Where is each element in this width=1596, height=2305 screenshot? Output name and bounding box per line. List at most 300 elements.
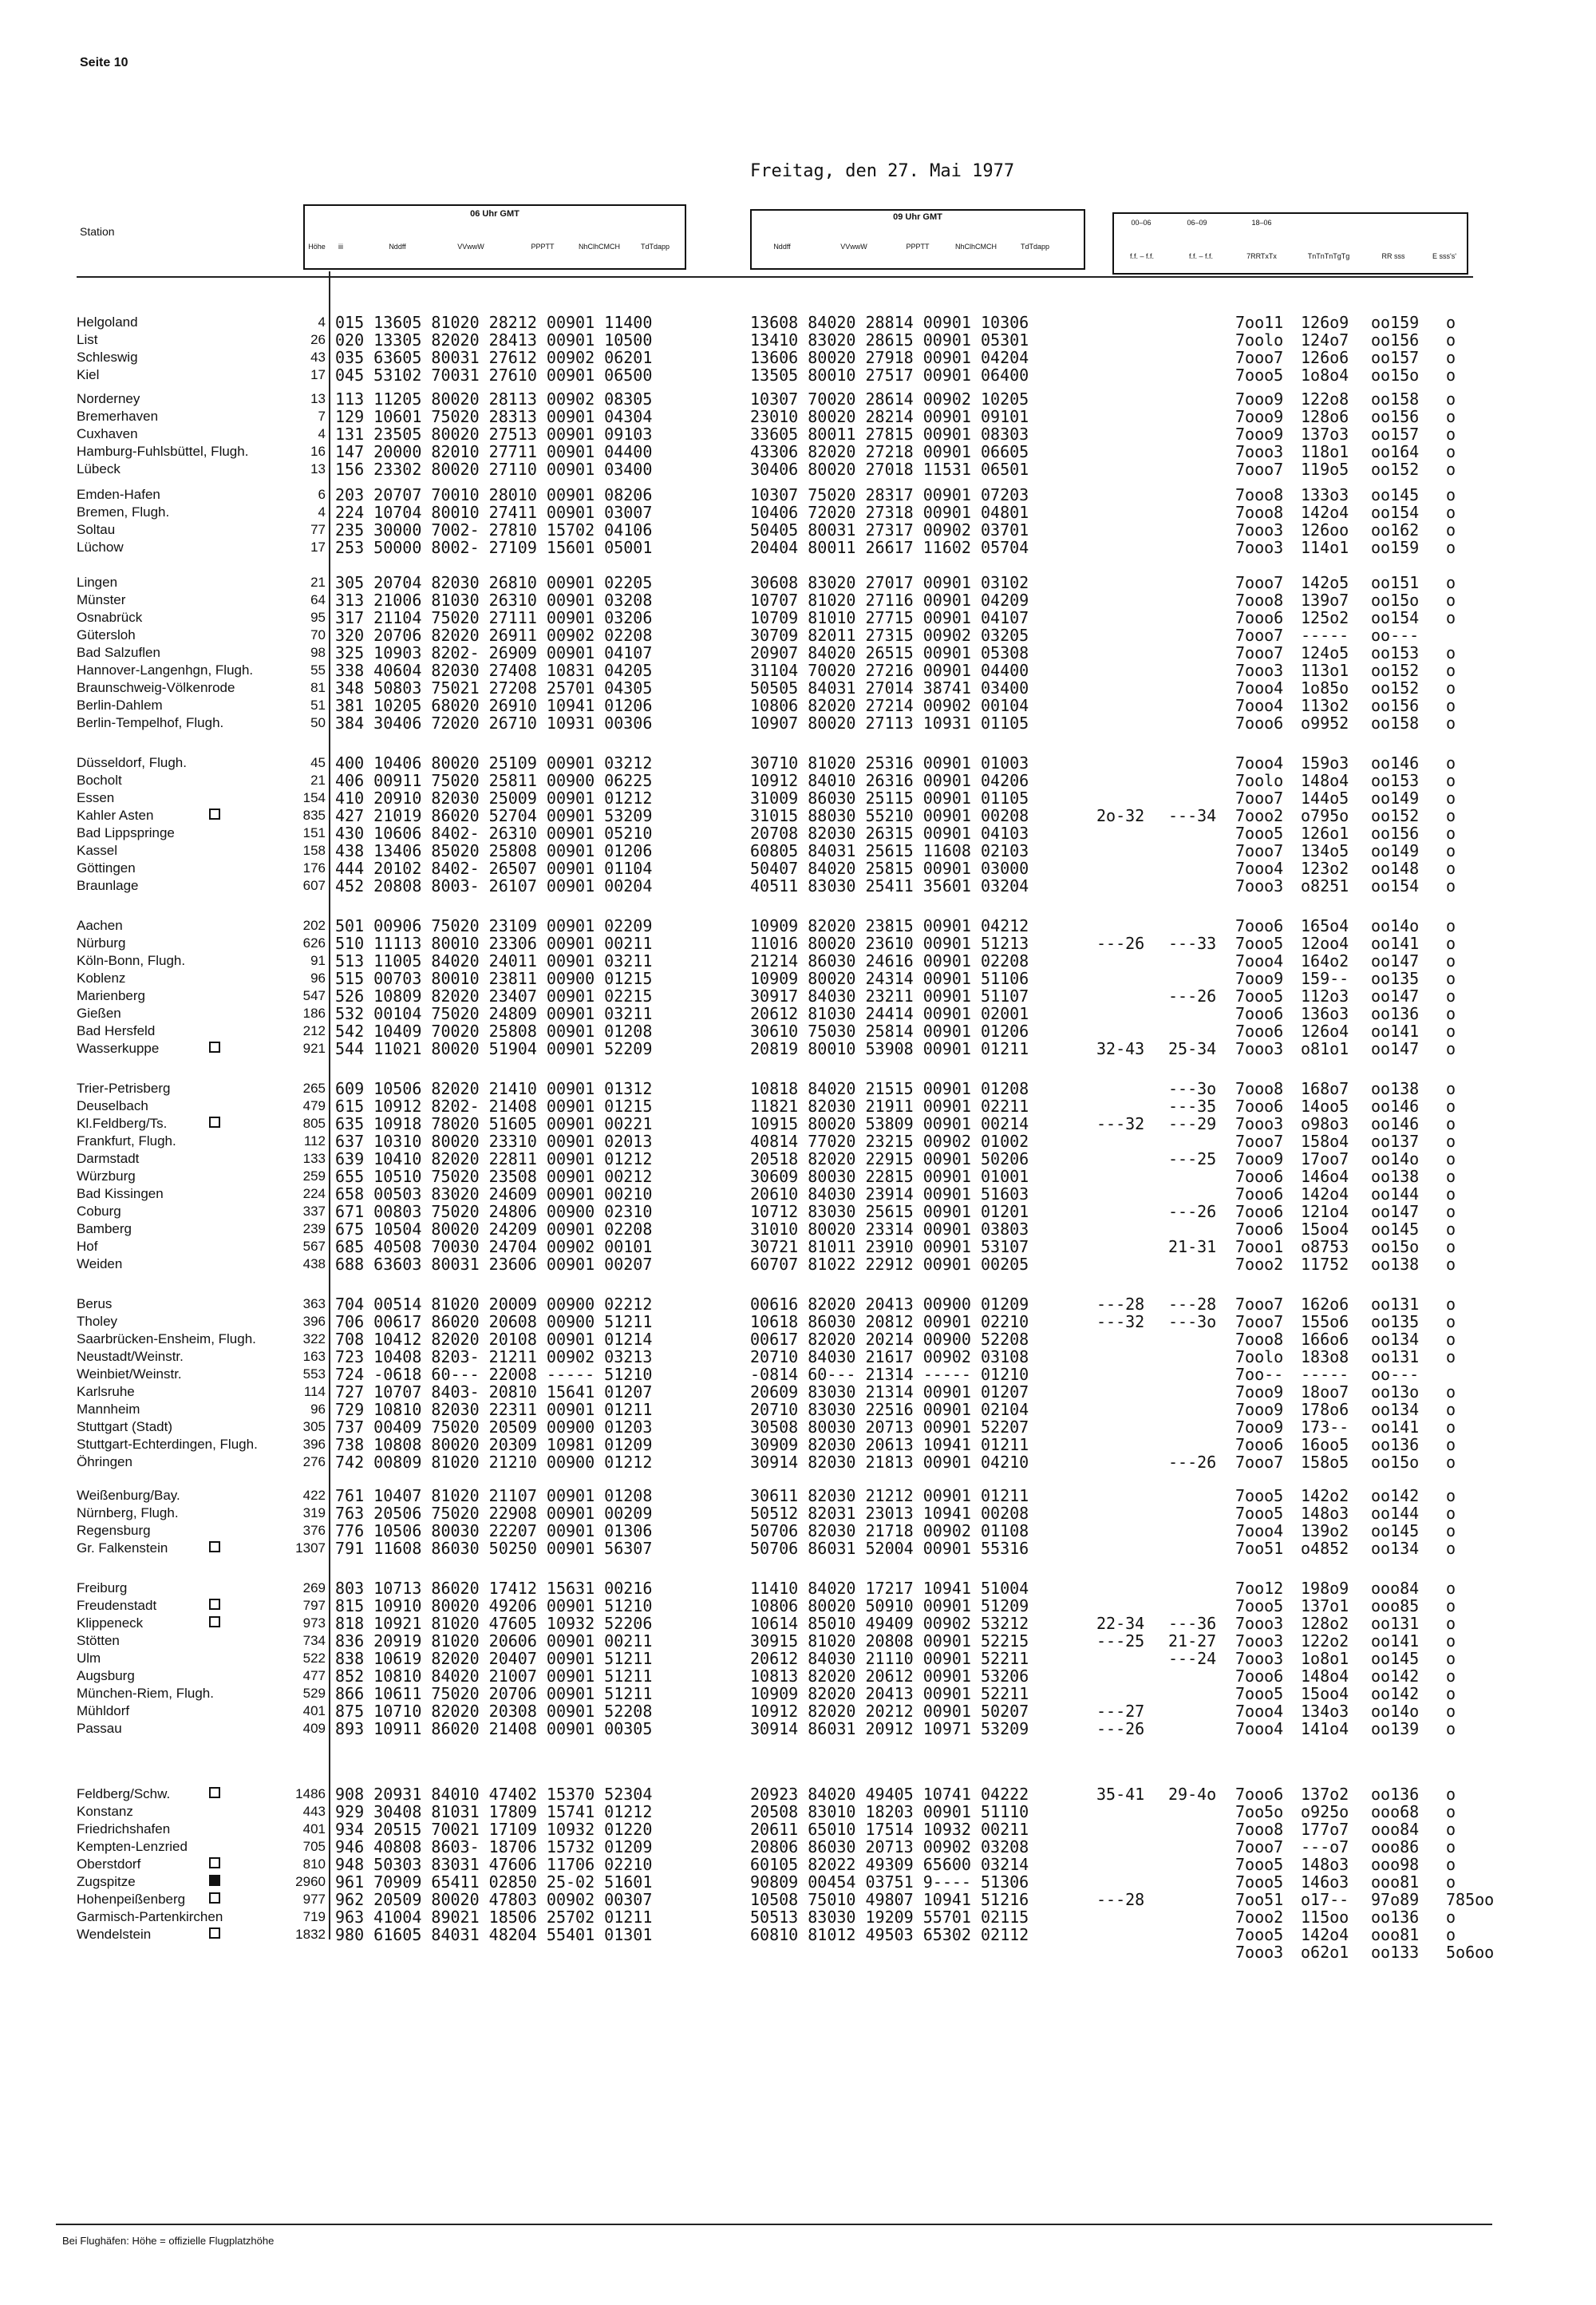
station-height: 13 [310, 391, 326, 406]
group-rrsss: oo149 [1371, 789, 1420, 808]
group-rrsss: oo158 [1371, 389, 1420, 409]
group-rrtxtx: 7ooo6 [1235, 1184, 1284, 1204]
table-row [0, 1347, 1596, 1365]
group-tntn: o795o [1301, 806, 1349, 825]
date-line: Freitag, den 27. Mai 1977 [750, 161, 1015, 181]
station-height: 479 [302, 1098, 326, 1113]
group-rrsss: oo14o [1371, 916, 1420, 935]
group-rrsss: oo136 [1371, 1435, 1420, 1454]
group-rrsss: oo15o [1371, 1237, 1420, 1256]
table-row [0, 806, 1596, 824]
obs-06-utc: 708 10412 82020 20108 00901 01214 [335, 1330, 653, 1349]
group-tntn: 137o1 [1301, 1596, 1349, 1615]
obs-06-utc: 961 70909 65411 02850 25-02 51601 [335, 1872, 653, 1892]
gust-00-06: 32-43 [1096, 1039, 1145, 1058]
station-height: 4 [318, 504, 326, 520]
table-row [0, 460, 1596, 477]
group-rrsss: oo153 [1371, 771, 1420, 790]
group-rrtxtx: 7ooo2 [1235, 806, 1284, 825]
station-height: 91 [310, 953, 326, 968]
table-row [0, 1579, 1596, 1596]
group-tntn: 124o7 [1301, 330, 1349, 350]
table-row [0, 1365, 1596, 1382]
obs-06-utc: 963 41004 89021 18506 25702 01211 [335, 1908, 653, 1927]
table-row [0, 1872, 1596, 1890]
table-row [0, 876, 1596, 894]
obs-09-utc: 20710 84030 21617 00902 03108 [750, 1347, 1029, 1366]
group-rrtxtx: 7ooo6 [1235, 916, 1284, 935]
group-rrsss: oo15o [1371, 366, 1420, 385]
obs-06-utc: 893 10911 86020 21408 00901 00305 [335, 1719, 653, 1738]
table-row [0, 661, 1596, 678]
obs-09-utc: 60105 82022 49309 65600 03214 [750, 1855, 1029, 1874]
group-rrtxtx: 7ooo4 [1235, 951, 1284, 971]
obs-09-utc: 31009 86030 25115 00901 01105 [750, 789, 1029, 808]
group-rrsss: ooo84 [1371, 1579, 1420, 1598]
obs-09-utc: 10709 81010 27715 00901 04107 [750, 608, 1029, 627]
col-clouds-09: NhClhCMCH [954, 243, 997, 251]
obs-09-utc: 20907 84020 26515 00901 05308 [750, 643, 1029, 662]
group-rrtxtx: 7ooo4 [1235, 753, 1284, 773]
table-row [0, 407, 1596, 425]
station-name: Hannover-Langenhgn, Flugh. [77, 662, 254, 678]
group-rrtxtx: 7ooo8 [1235, 503, 1284, 522]
group-esss: o [1446, 1702, 1456, 1721]
obs-09-utc: 50706 82030 21718 00902 01108 [750, 1521, 1029, 1540]
group-rrtxtx: 7ooo9 [1235, 1417, 1284, 1437]
gust-06-09: ---29 [1168, 1114, 1217, 1133]
group-esss: o [1446, 841, 1456, 860]
obs-09-utc: 10614 85010 49409 00902 53212 [750, 1614, 1029, 1633]
group-esss: o [1446, 1255, 1456, 1274]
table-row [0, 1400, 1596, 1417]
gust-00-06: ---28 [1096, 1295, 1145, 1314]
obs-09-utc: 60707 81022 22912 00901 00205 [750, 1255, 1029, 1274]
station-name: Weiden [77, 1256, 123, 1271]
group-tntn: 198o9 [1301, 1579, 1349, 1598]
group-rrtxtx: 7ooo5 [1235, 1872, 1284, 1892]
obs-06-utc: 675 10504 80020 24209 00901 02208 [335, 1220, 653, 1239]
group-esss: o [1446, 1435, 1456, 1454]
obs-06-utc: 723 10408 8203- 21211 00902 03213 [335, 1347, 653, 1366]
mountain-station-box-icon [209, 1117, 220, 1128]
group-tntn: 15oo4 [1301, 1220, 1349, 1239]
obs-06-utc: 444 20102 8402- 26507 00901 01104 [335, 859, 653, 878]
station-name: Mannheim [77, 1402, 140, 1417]
obs-06-utc: 147 20000 82010 27711 00901 04400 [335, 442, 653, 461]
group-tntn: o9952 [1301, 714, 1349, 733]
group-tntn: 155o6 [1301, 1312, 1349, 1331]
obs-09-utc: 10813 82020 20612 00901 53206 [750, 1666, 1029, 1686]
table-row [0, 425, 1596, 442]
group-tntn: 12oo4 [1301, 934, 1349, 953]
col-nddff-09: Nddff [773, 243, 791, 251]
group-tntn: 126oo [1301, 520, 1349, 540]
block-09-label: 09 Uhr GMT [893, 212, 942, 222]
table-row [0, 313, 1596, 330]
group-rrsss: oo145 [1371, 485, 1420, 504]
obs-06-utc: 129 10601 75020 28313 00901 04304 [335, 407, 653, 426]
gust-00-06: ---27 [1096, 1702, 1145, 1721]
obs-09-utc: 10806 82020 27214 00902 00104 [750, 696, 1029, 715]
obs-09-utc: 30914 86031 20912 10971 53209 [750, 1719, 1029, 1738]
obs-09-utc: 30709 82011 27315 00902 03205 [750, 626, 1029, 645]
obs-09-utc: 10915 80020 53809 00901 00214 [750, 1114, 1029, 1133]
group-rrtxtx: 7ooo7 [1235, 841, 1284, 860]
obs-06-utc: 688 63603 80031 23606 00901 00207 [335, 1255, 653, 1274]
obs-09-utc: 20611 65010 17514 10932 00211 [750, 1820, 1029, 1839]
group-tntn: 1o85o [1301, 678, 1349, 698]
table-row [0, 714, 1596, 731]
group-rrsss: ooo86 [1371, 1837, 1420, 1856]
group-tntn: 139o2 [1301, 1521, 1349, 1540]
station-name: Garmisch-Partenkirchen [77, 1909, 223, 1924]
group-tntn: 126o4 [1301, 1022, 1349, 1041]
group-tntn: 18oo7 [1301, 1382, 1349, 1402]
table-row [0, 442, 1596, 460]
gust-00-06: 35-41 [1096, 1785, 1145, 1804]
group-esss: o [1446, 1908, 1456, 1927]
col-rrtxtx: 7RRTxTx [1246, 252, 1277, 260]
station-name: Lüchow [77, 540, 124, 555]
obs-06-utc: 020 13305 82020 28413 00901 10500 [335, 330, 653, 350]
group-esss: o [1446, 661, 1456, 680]
group-rrtxtx: 7ooo6 [1235, 1097, 1284, 1116]
group-esss: o [1446, 1802, 1456, 1821]
group-rrsss: oo138 [1371, 1255, 1420, 1274]
table-row [0, 1504, 1596, 1521]
station-name: Essen [77, 790, 115, 805]
group-rrsss: 97o89 [1371, 1890, 1420, 1909]
station-name: Oberstdorf [77, 1856, 141, 1872]
group-rrsss: oo145 [1371, 1649, 1420, 1668]
group-esss: o [1446, 1614, 1456, 1633]
obs-06-utc: 544 11021 80020 51904 00901 52209 [335, 1039, 653, 1058]
obs-06-utc: 852 10810 84020 21007 00901 51211 [335, 1666, 653, 1686]
group-rrsss: oo147 [1371, 1202, 1420, 1221]
station-name: Mühldorf [77, 1703, 130, 1718]
obs-09-utc: 30721 81011 23910 00901 53107 [750, 1237, 1029, 1256]
group-tntn: 137o2 [1301, 1785, 1349, 1804]
group-esss: o [1446, 1521, 1456, 1540]
group-esss: o [1446, 389, 1456, 409]
group-rrtxtx: 7ooo6 [1235, 714, 1284, 733]
station-name: Bad Lippspringe [77, 825, 175, 840]
group-rrsss: oo154 [1371, 503, 1420, 522]
gust-00-06: ---32 [1096, 1114, 1145, 1133]
group-rrtxtx: 7ooo6 [1235, 608, 1284, 627]
table-row [0, 626, 1596, 643]
obs-06-utc: 156 23302 80020 27110 00901 03400 [335, 460, 653, 479]
station-height: 626 [302, 935, 326, 951]
table-row [0, 1666, 1596, 1684]
obs-09-utc: 13410 83020 28615 00901 05301 [750, 330, 1029, 350]
gust-06-09: 21-27 [1168, 1631, 1217, 1651]
table-row [0, 1908, 1596, 1925]
col-vvwww-06: VVwwW [457, 243, 484, 251]
group-tntn: o81o1 [1301, 1039, 1349, 1058]
obs-06-utc: 381 10205 68020 26910 10941 01206 [335, 696, 653, 715]
station-name: List [77, 332, 98, 347]
group-esss: o [1446, 1400, 1456, 1419]
group-rrtxtx: 7oo11 [1235, 313, 1284, 332]
obs-06-utc: 908 20931 84010 47402 15370 52304 [335, 1785, 653, 1804]
group-esss: o [1446, 714, 1456, 733]
gust-06-09: 29-4o [1168, 1785, 1217, 1804]
station-name: Bad Kissingen [77, 1186, 164, 1201]
table-row [0, 1820, 1596, 1837]
table-row [0, 1435, 1596, 1453]
group-esss: o [1446, 1719, 1456, 1738]
group-esss: o [1446, 1837, 1456, 1856]
station-height: 45 [310, 755, 326, 770]
gust-06-09: ---33 [1168, 934, 1217, 953]
station-height: 409 [302, 1721, 326, 1736]
group-rrsss: oo154 [1371, 876, 1420, 896]
group-rrsss: oo135 [1371, 969, 1420, 988]
station-height: 21 [310, 773, 326, 788]
station-height: 1486 [295, 1786, 326, 1801]
group-tntn: 113o1 [1301, 661, 1349, 680]
obs-09-utc: 20710 83030 22516 00901 02104 [750, 1400, 1029, 1419]
table-row [0, 1149, 1596, 1167]
group-esss: o [1446, 1347, 1456, 1366]
table-row [0, 841, 1596, 859]
table-row [0, 389, 1596, 407]
group-rrsss: oo145 [1371, 1220, 1420, 1239]
col-06-09: 06–09 [1187, 219, 1207, 227]
col-esss: E sss's' [1432, 252, 1456, 260]
obs-09-utc: 50706 86031 52004 00901 55316 [750, 1539, 1029, 1558]
gust-06-09: ---25 [1168, 1149, 1217, 1168]
group-rrsss: oo14o [1371, 1149, 1420, 1168]
gust-06-09: ---36 [1168, 1614, 1217, 1633]
table-row [0, 969, 1596, 986]
group-esss: o [1446, 407, 1456, 426]
obs-06-utc: 838 10619 82020 20407 00901 51211 [335, 1649, 653, 1668]
group-tntn: 178o6 [1301, 1400, 1349, 1419]
table-row [0, 1925, 1596, 1943]
mountain-station-box-icon [209, 1541, 220, 1552]
group-rrtxtx: 7ooo3 [1235, 1649, 1284, 1668]
station-name: Bremerhaven [77, 409, 159, 424]
group-rrsss: ooo81 [1371, 1872, 1420, 1892]
group-rrtxtx: 7ooo6 [1235, 1167, 1284, 1186]
group-esss: o [1446, 1486, 1456, 1505]
obs-09-utc: 00616 82020 20413 00900 01209 [750, 1295, 1029, 1314]
table-row [0, 1890, 1596, 1908]
mountain-station-box-icon [209, 1599, 220, 1610]
obs-06-utc: 035 63605 80031 27612 00902 06201 [335, 348, 653, 367]
group-rrtxtx: 7ooo5 [1235, 824, 1284, 843]
station-name: Friedrichshafen [77, 1821, 171, 1836]
station-name: Würzburg [77, 1168, 136, 1184]
gust-00-06: ---32 [1096, 1312, 1145, 1331]
group-rrtxtx: 7ooo7 [1235, 626, 1284, 645]
group-rrtxtx: 7ooo9 [1235, 1149, 1284, 1168]
group-rrtxtx: 7ooo3 [1235, 1631, 1284, 1651]
table-row [0, 591, 1596, 608]
group-rrtxtx: 7oolo [1235, 1347, 1284, 1366]
group-tntn: 128o2 [1301, 1614, 1349, 1633]
group-rrtxtx: 7ooo8 [1235, 591, 1284, 610]
group-esss: o [1446, 1855, 1456, 1874]
group-esss: o [1446, 1004, 1456, 1023]
obs-09-utc: 30710 81020 25316 00901 01003 [750, 753, 1029, 773]
col-ppptt-09: PPPTT [906, 243, 930, 251]
group-rrtxtx: 7ooo3 [1235, 1614, 1284, 1633]
group-rrsss: oo138 [1371, 1167, 1420, 1186]
group-rrsss: oo131 [1371, 1347, 1420, 1366]
station-name: Frankfurt, Flugh. [77, 1133, 176, 1149]
group-tntn: 158o4 [1301, 1132, 1349, 1151]
station-name: Bremen, Flugh. [77, 504, 170, 520]
group-esss: o [1446, 348, 1456, 367]
obs-06-utc: 704 00514 81020 20009 00900 02212 [335, 1295, 653, 1314]
station-height: 239 [302, 1221, 326, 1236]
gust-00-06: ---28 [1096, 1890, 1145, 1909]
group-rrtxtx: 7oolo [1235, 330, 1284, 350]
obs-09-utc: 10618 86030 20812 00901 02210 [750, 1312, 1029, 1331]
group-rrsss: oo142 [1371, 1666, 1420, 1686]
station-height: 55 [310, 662, 326, 678]
obs-09-utc: 30508 80030 20713 00901 52207 [750, 1417, 1029, 1437]
group-tntn: o8753 [1301, 1237, 1349, 1256]
obs-09-utc: 50513 83030 19209 55701 02115 [750, 1908, 1029, 1927]
station-name: Bad Hersfeld [77, 1023, 156, 1038]
station-height: 396 [302, 1437, 326, 1452]
group-tntn: 125o2 [1301, 608, 1349, 627]
station-height: 96 [310, 1402, 326, 1417]
group-esss: o [1446, 789, 1456, 808]
station-name: Nürburg [77, 935, 126, 951]
group-esss: o [1446, 643, 1456, 662]
station-height: 522 [302, 1651, 326, 1666]
group-rrsss: oo141 [1371, 1417, 1420, 1437]
table-row [0, 1097, 1596, 1114]
table-row [0, 1837, 1596, 1855]
table-row [0, 1614, 1596, 1631]
station-name: Feldberg/Schw. [77, 1786, 171, 1801]
group-rrsss: oo156 [1371, 696, 1420, 715]
obs-06-utc: 934 20515 70021 17109 10932 01220 [335, 1820, 653, 1839]
group-tntn: 142o5 [1301, 573, 1349, 592]
obs-09-utc: 31104 70020 27216 00901 04400 [750, 661, 1029, 680]
station-name: Kassel [77, 843, 118, 858]
obs-09-utc: 10307 75020 28317 00901 07203 [750, 485, 1029, 504]
obs-09-utc: 23010 80020 28214 00901 09101 [750, 407, 1029, 426]
group-tntn: 159o3 [1301, 753, 1349, 773]
group-tntn: 126o9 [1301, 313, 1349, 332]
station-height: 438 [302, 1256, 326, 1271]
group-tntn: 126o6 [1301, 348, 1349, 367]
table-row [0, 1295, 1596, 1312]
group-tntn: 162o6 [1301, 1295, 1349, 1314]
group-rrsss: oo157 [1371, 425, 1420, 444]
station-height: 977 [302, 1892, 326, 1907]
station-height: 7 [318, 409, 326, 424]
group-rrsss: oo154 [1371, 608, 1420, 627]
table-row [0, 1330, 1596, 1347]
group-esss: o [1446, 1382, 1456, 1402]
obs-09-utc: 40511 83030 25411 35601 03204 [750, 876, 1029, 896]
table-row [0, 1202, 1596, 1220]
group-rrsss: oo156 [1371, 330, 1420, 350]
obs-06-utc: 818 10921 81020 47605 10932 52206 [335, 1614, 653, 1633]
group-rrtxtx: 7ooo5 [1235, 1486, 1284, 1505]
group-rrtxtx: 7ooo6 [1235, 1666, 1284, 1686]
station-height: 269 [302, 1580, 326, 1595]
group-rrtxtx: 7ooo6 [1235, 1785, 1284, 1804]
gust-06-09: ---24 [1168, 1649, 1217, 1668]
station-height: 835 [302, 808, 326, 823]
obs-09-utc: 43306 82020 27218 00901 06605 [750, 442, 1029, 461]
group-rrsss: oo136 [1371, 1004, 1420, 1023]
group-tntn: 164o2 [1301, 951, 1349, 971]
table-row [0, 538, 1596, 555]
group-rrtxtx: 7ooo6 [1235, 1022, 1284, 1041]
group-rrsss: oo157 [1371, 348, 1420, 367]
group-tntn: 113o2 [1301, 696, 1349, 715]
group-rrsss: oo13o [1371, 1382, 1420, 1402]
obs-09-utc: 30917 84030 23211 00901 51107 [750, 986, 1029, 1006]
col-tntn: TnTnTnTgTg [1307, 252, 1350, 260]
group-rrsss: ooo98 [1371, 1855, 1420, 1874]
group-rrsss: oo159 [1371, 538, 1420, 557]
group-rrsss: oo156 [1371, 824, 1420, 843]
group-rrsss: oo152 [1371, 806, 1420, 825]
station-height: 4 [318, 426, 326, 441]
gust-00-06: ---26 [1096, 934, 1145, 953]
group-rrsss: oo134 [1371, 1330, 1420, 1349]
group-esss: o [1446, 1579, 1456, 1598]
group-rrtxtx: 7ooo6 [1235, 1220, 1284, 1239]
station-name: Konstanz [77, 1804, 133, 1819]
station-name: Öhringen [77, 1454, 132, 1469]
col-vvwww-09: VVwwW [840, 243, 867, 251]
obs-09-utc: 10909 82020 23815 00901 04212 [750, 916, 1029, 935]
obs-06-utc: 791 11608 86030 50250 00901 56307 [335, 1539, 653, 1558]
group-esss: o [1446, 916, 1456, 935]
table-row [0, 348, 1596, 366]
group-esss: o [1446, 1453, 1456, 1472]
group-tntn: 148o4 [1301, 771, 1349, 790]
station-height: 6 [318, 487, 326, 502]
group-rrsss: oo141 [1371, 934, 1420, 953]
obs-06-utc: 803 10713 86020 17412 15631 00216 [335, 1579, 653, 1598]
station-height: 224 [302, 1186, 326, 1201]
obs-09-utc: 10912 84010 26316 00901 04206 [750, 771, 1029, 790]
group-rrsss: oo144 [1371, 1504, 1420, 1523]
group-esss: o [1446, 1925, 1456, 1944]
station-height: 805 [302, 1116, 326, 1131]
station-name: Helgoland [77, 314, 138, 330]
group-esss: 5o6oo [1446, 1943, 1495, 1962]
station-height: 50 [310, 715, 326, 730]
group-rrtxtx: 7oolo [1235, 771, 1284, 790]
station-name: Schleswig [77, 350, 138, 365]
station-height: 547 [302, 988, 326, 1003]
table-row [0, 1039, 1596, 1057]
mountain-station-box-icon [209, 1616, 220, 1627]
obs-09-utc: 30611 82030 21212 00901 01211 [750, 1486, 1029, 1505]
group-rrtxtx: 7oo51 [1235, 1539, 1284, 1558]
station-name: Augsburg [77, 1668, 135, 1683]
group-rrtxtx: 7ooo7 [1235, 1295, 1284, 1314]
group-tntn: 1o8o4 [1301, 366, 1349, 385]
station-name: Soltau [77, 522, 116, 537]
obs-06-utc: 875 10710 82020 20308 00901 52208 [335, 1702, 653, 1721]
